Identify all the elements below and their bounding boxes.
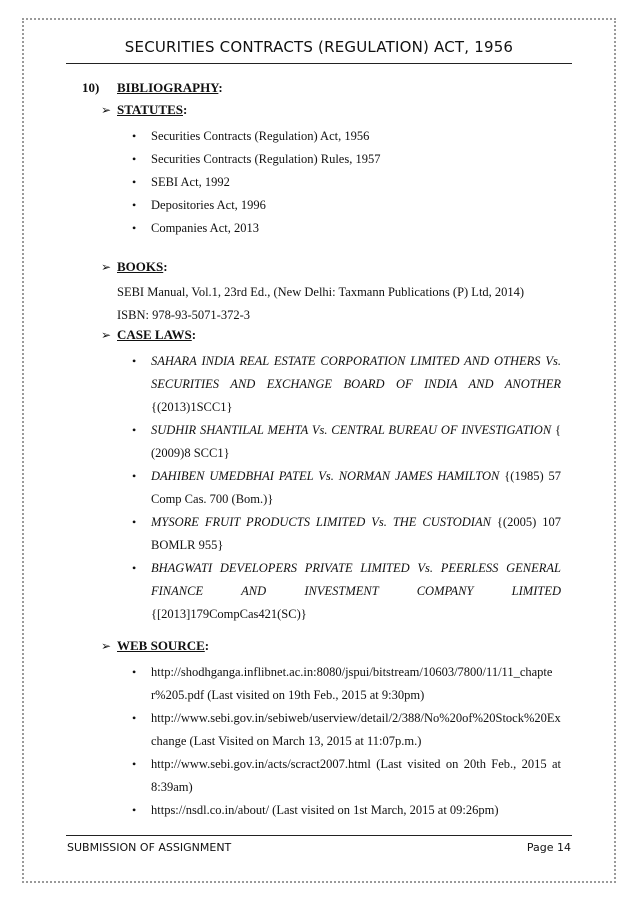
bullet-icon: • (132, 221, 137, 235)
web-source-heading (101, 638, 209, 654)
web-source-item: http://www.sebi.gov.in/sebiweb/userview/detail/2/388/No%20of%20Stock%20Exchange (Last Visited on March 13, 2015 at 11:07p.m.) (151, 711, 561, 748)
case-law-item (151, 350, 561, 419)
page-number: Page 14 (526, 841, 571, 854)
case-citation: { (2009)8 SCC1} (151, 423, 561, 460)
book-entry: SEBI Manual, Vol.1, 23rd Ed., (New Delhi: Taxmann Publications (P) Ltd, 2014) (117, 285, 525, 299)
page-header-title: SECURITIES CONTRACTS (REGULATION) ACT, 1956 (124, 38, 514, 56)
bullet-icon: • (132, 757, 137, 771)
statute-item: Depositories Act, 1996 (151, 198, 266, 212)
case-citation: {(1985) 57 Comp Cas. 700 (Bom.)} (151, 469, 561, 506)
statute-item: Companies Act, 2013 (151, 221, 259, 235)
web-source-item: https://nsdl.co.in/about/ (Last visited on 1st March, 2015 at 09:26pm) (151, 803, 499, 817)
web-source-item: http://www.sebi.gov.in/acts/scract2007.html (Last visited on 20th Feb., 2015 at 8:39am) (151, 757, 561, 794)
bullet-icon: • (132, 469, 137, 483)
header-rule (66, 63, 572, 64)
bullet-icon: • (132, 803, 137, 817)
bullet-icon: • (132, 152, 137, 166)
case-laws-heading (101, 327, 196, 343)
case-law-item (151, 419, 561, 465)
arrow-bullet-icon: ➢ (101, 639, 112, 653)
case-law-item (151, 557, 561, 626)
footer-rule (66, 835, 572, 836)
case-citation: {(2013)1SCC1} (151, 400, 233, 414)
statutes-heading-colon: : (183, 102, 188, 117)
case-citation: {(2005) 107 BOMLR 955} (151, 515, 561, 552)
arrow-bullet-icon: ➢ (101, 260, 112, 274)
statutes-heading (101, 102, 187, 118)
case-laws-heading-colon: : (191, 327, 197, 342)
arrow-bullet-icon: ➢ (101, 103, 112, 117)
books-heading-colon: : (163, 259, 168, 274)
statute-item: SEBI Act, 1992 (151, 175, 230, 189)
book-isbn: ISBN: 978-93-5071-372-3 (117, 308, 250, 322)
bullet-icon: • (132, 129, 137, 143)
case-law-item (151, 465, 561, 511)
web-source-heading-text: WEB SOURCE (117, 638, 205, 653)
bullet-icon: • (132, 515, 137, 529)
arrow-bullet-icon: ➢ (101, 328, 112, 342)
statute-item: Securities Contracts (Regulation) Rules, 1957 (151, 152, 381, 166)
case-law-item (151, 511, 561, 557)
bullet-icon: • (132, 711, 137, 725)
case-name: DAHIBEN UMEDBHAI PATEL Vs. NORMAN JAMES HAMILTON (151, 469, 500, 483)
statutes-heading-text: STATUTES (117, 102, 183, 117)
footer-label: SUBMISSION OF ASSIGNMENT (67, 841, 232, 854)
books-heading (101, 259, 168, 275)
bullet-icon: • (132, 198, 137, 212)
case-name: MYSORE FRUIT PRODUCTS LIMITED Vs. THE CUSTODIAN (151, 515, 491, 529)
bullet-icon: • (132, 354, 137, 368)
case-name: SUDHIR SHANTILAL MEHTA Vs. CENTRAL BUREAU OF INVESTIGATION (151, 423, 552, 437)
statute-item: Securities Contracts (Regulation) Act, 1956 (151, 129, 370, 143)
section-title-colon: : (218, 80, 223, 95)
books-heading-text: BOOKS (117, 259, 164, 274)
case-citation: {[2013]179CompCas421(SC)} (151, 607, 307, 621)
bullet-icon: • (132, 423, 137, 437)
bullet-icon: • (132, 561, 137, 575)
case-name: BHAGWATI DEVELOPERS PRIVATE LIMITED Vs. PEERLESS GENERAL FINANCE AND INVESTMENT COMPANY LIMITED (151, 561, 561, 598)
section-title-text: BIBLIOGRAPHY (117, 80, 219, 95)
bullet-icon: • (132, 175, 137, 189)
section-number: 10) (82, 80, 100, 95)
bullet-icon: • (132, 665, 137, 679)
case-laws-heading-text: CASE LAWS (117, 327, 192, 342)
web-source-heading-colon: : (204, 638, 210, 653)
section-title (117, 80, 223, 96)
web-source-item: http://shodhganga.inflibnet.ac.in:8080/jspui/bitstream/10603/7800/11/11_chapter%205.pdf (Last visited on 19th Feb., 2015 at 9:30pm) (151, 665, 553, 702)
case-name: SAHARA INDIA REAL ESTATE CORPORATION LIMITED AND OTHERS Vs. SECURITIES AND EXCHANGE BOARD OF INDIA AND ANOTHER (151, 354, 561, 391)
